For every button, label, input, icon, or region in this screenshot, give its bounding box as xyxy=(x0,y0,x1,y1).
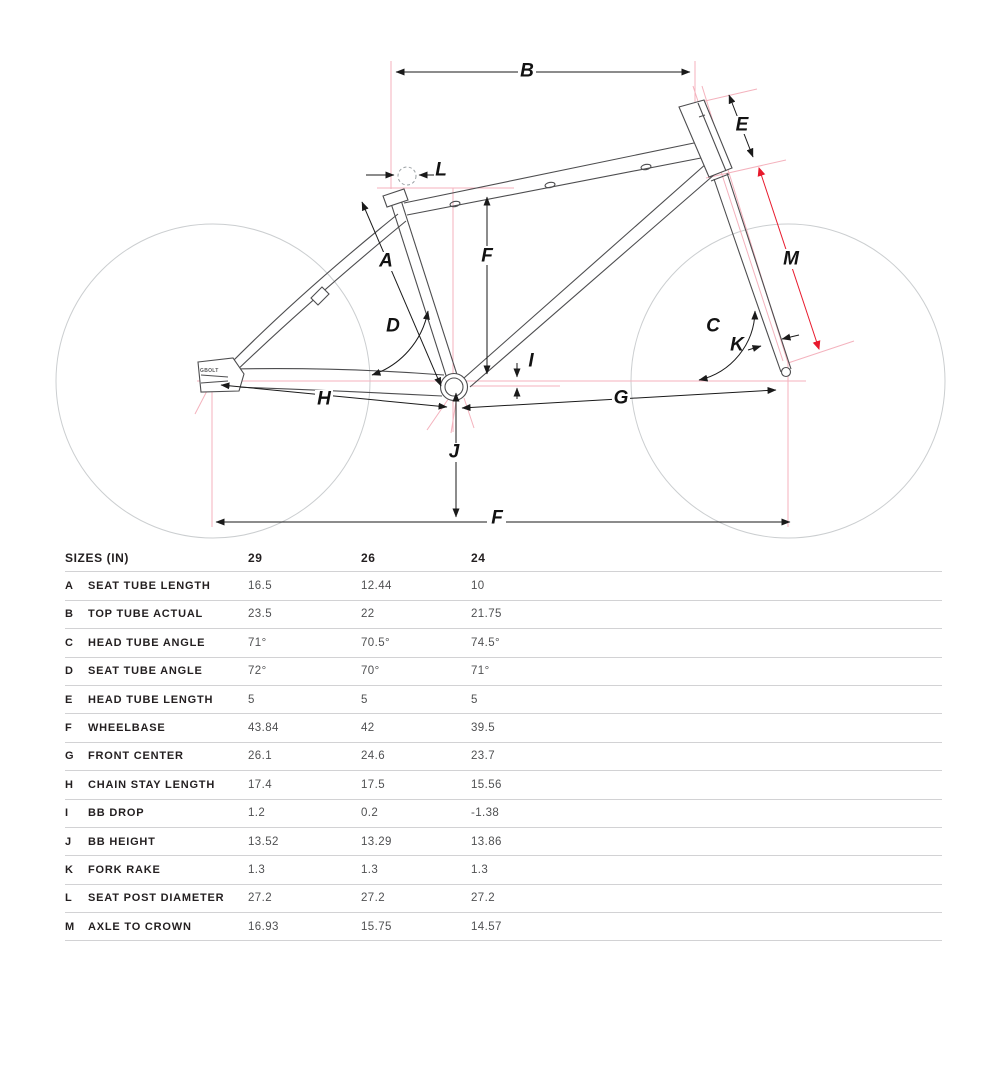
axle-perpendicular-line xyxy=(788,341,854,363)
chain-stay-lower xyxy=(234,387,442,396)
row-value: 15.75 xyxy=(361,913,471,941)
table-row xyxy=(65,657,942,685)
table-row xyxy=(65,629,942,657)
row-value: 26.1 xyxy=(248,742,361,770)
row-value: 74.5° xyxy=(471,629,942,657)
cable-stop-2 xyxy=(545,181,556,188)
row-label: SEAT TUBE LENGTH xyxy=(88,572,248,600)
dim-label-a: A xyxy=(379,250,393,272)
row-value: 13.29 xyxy=(361,827,471,855)
down-tube-lower xyxy=(470,174,715,387)
dim-head-tube-length xyxy=(729,95,753,157)
row-value: 1.2 xyxy=(248,799,361,827)
table-row xyxy=(65,572,942,600)
row-label: HEAD TUBE LENGTH xyxy=(88,685,248,713)
row-letter: M xyxy=(65,913,88,941)
row-letter: B xyxy=(65,600,88,628)
dropout-tiny-text: GBOLT xyxy=(200,368,219,374)
geometry-table xyxy=(65,544,942,941)
dim-label-f-mid: F xyxy=(481,245,493,267)
row-letter: E xyxy=(65,685,88,713)
dim-standover-vertical xyxy=(478,197,496,374)
cable-stop-1 xyxy=(450,200,461,207)
front-dropout xyxy=(782,368,791,377)
dim-label-f-bottom: F xyxy=(491,507,503,529)
row-label: BB DROP xyxy=(88,799,248,827)
dim-label-j: J xyxy=(448,441,460,463)
table-row xyxy=(65,742,942,770)
column-header-26: 26 xyxy=(361,544,471,572)
table-row xyxy=(65,799,942,827)
row-value: 23.5 xyxy=(248,600,361,628)
row-label: TOP TUBE ACTUAL xyxy=(88,600,248,628)
dim-seat-post-diameter xyxy=(366,160,447,181)
row-value: 71° xyxy=(248,629,361,657)
row-value: -1.38 xyxy=(471,799,942,827)
row-value: 42 xyxy=(361,714,471,742)
dim-label-c: C xyxy=(706,315,720,337)
dim-axle-to-crown xyxy=(759,168,819,349)
bb-ray-3 xyxy=(464,398,474,428)
table-row xyxy=(65,827,942,855)
row-letter: C xyxy=(65,629,88,657)
row-value: 16.93 xyxy=(248,913,361,941)
table-title: SIZES (IN) xyxy=(65,544,248,572)
seat-post-dashed-circle xyxy=(398,167,416,185)
dim-label-m: M xyxy=(783,248,799,270)
dim-label-h: H xyxy=(317,388,331,410)
cable-stop-3 xyxy=(641,163,652,170)
seat-tube-left xyxy=(389,197,450,388)
row-value: 1.3 xyxy=(471,856,942,884)
row-letter: A xyxy=(65,572,88,600)
row-value: 17.5 xyxy=(361,771,471,799)
dim-label-k: K xyxy=(730,334,744,356)
row-value: 22 xyxy=(361,600,471,628)
table-row xyxy=(65,685,942,713)
dim-fork-rake xyxy=(730,335,799,356)
dim-label-e: E xyxy=(735,114,749,136)
dim-bb-drop xyxy=(517,351,534,400)
row-value: 14.57 xyxy=(471,913,942,941)
row-value: 21.75 xyxy=(471,600,942,628)
chain-stay-upper xyxy=(234,369,444,375)
table-row xyxy=(65,913,942,941)
row-letter: K xyxy=(65,856,88,884)
row-value: 5 xyxy=(248,685,361,713)
table-row xyxy=(65,856,942,884)
dim-top-tube-actual xyxy=(396,61,690,82)
row-value: 72° xyxy=(248,657,361,685)
row-letter: L xyxy=(65,884,88,912)
row-value: 16.5 xyxy=(248,572,361,600)
table-row xyxy=(65,884,942,912)
row-label: HEAD TUBE ANGLE xyxy=(88,629,248,657)
bb-shell-inner xyxy=(445,378,463,396)
row-value: 27.2 xyxy=(361,884,471,912)
row-value: 17.4 xyxy=(248,771,361,799)
row-letter: G xyxy=(65,742,88,770)
row-value: 23.7 xyxy=(471,742,942,770)
row-value: 5 xyxy=(471,685,942,713)
row-value: 1.3 xyxy=(361,856,471,884)
row-value: 0.2 xyxy=(361,799,471,827)
table-row xyxy=(65,600,942,628)
row-value: 13.86 xyxy=(471,827,942,855)
bb-ray-1 xyxy=(427,398,449,430)
dim-label-l: L xyxy=(435,159,447,181)
row-value: 5 xyxy=(361,685,471,713)
row-letter: I xyxy=(65,799,88,827)
row-label: SEAT POST DIAMETER xyxy=(88,884,248,912)
row-label: BB HEIGHT xyxy=(88,827,248,855)
row-value: 39.5 xyxy=(471,714,942,742)
pink-construction-lines xyxy=(195,61,854,527)
table-header-row xyxy=(65,544,942,572)
row-label: CHAIN STAY LENGTH xyxy=(88,771,248,799)
row-letter: H xyxy=(65,771,88,799)
brake-mount xyxy=(311,287,329,305)
row-label: AXLE TO CROWN xyxy=(88,913,248,941)
row-value: 15.56 xyxy=(471,771,942,799)
seat-stay-upper xyxy=(227,214,398,367)
column-header-29: 29 xyxy=(248,544,361,572)
row-value: 43.84 xyxy=(248,714,361,742)
top-tube-upper xyxy=(404,143,694,203)
row-value: 1.3 xyxy=(248,856,361,884)
down-tube-upper xyxy=(464,163,707,378)
row-label: FRONT CENTER xyxy=(88,742,248,770)
row-value: 24.6 xyxy=(361,742,471,770)
row-value: 71° xyxy=(471,657,942,685)
row-value: 70.5° xyxy=(361,629,471,657)
dim-label-g: G xyxy=(613,387,629,409)
row-letter: J xyxy=(65,827,88,855)
row-value: 13.52 xyxy=(248,827,361,855)
column-header-24: 24 xyxy=(471,544,942,572)
dim-label-i: I xyxy=(528,350,534,372)
row-value: 10 xyxy=(471,572,942,600)
row-letter: F xyxy=(65,714,88,742)
row-value: 12.44 xyxy=(361,572,471,600)
row-letter: D xyxy=(65,657,88,685)
row-value: 27.2 xyxy=(471,884,942,912)
table-row xyxy=(65,771,942,799)
dim-chain-stay xyxy=(221,385,447,410)
row-value: 27.2 xyxy=(248,884,361,912)
row-value: 70° xyxy=(361,657,471,685)
row-label: WHEELBASE xyxy=(88,714,248,742)
row-label: SEAT TUBE ANGLE xyxy=(88,657,248,685)
dim-head-tube-angle xyxy=(699,311,755,380)
seat-clamp xyxy=(383,189,408,207)
seat-tube-right xyxy=(399,194,460,384)
dim-label-d: D xyxy=(386,315,400,337)
dim-label-b: B xyxy=(520,60,534,82)
dim-front-center xyxy=(462,388,776,409)
table-row xyxy=(65,714,942,742)
dim-seat-tube-angle xyxy=(372,311,428,375)
row-label: FORK RAKE xyxy=(88,856,248,884)
